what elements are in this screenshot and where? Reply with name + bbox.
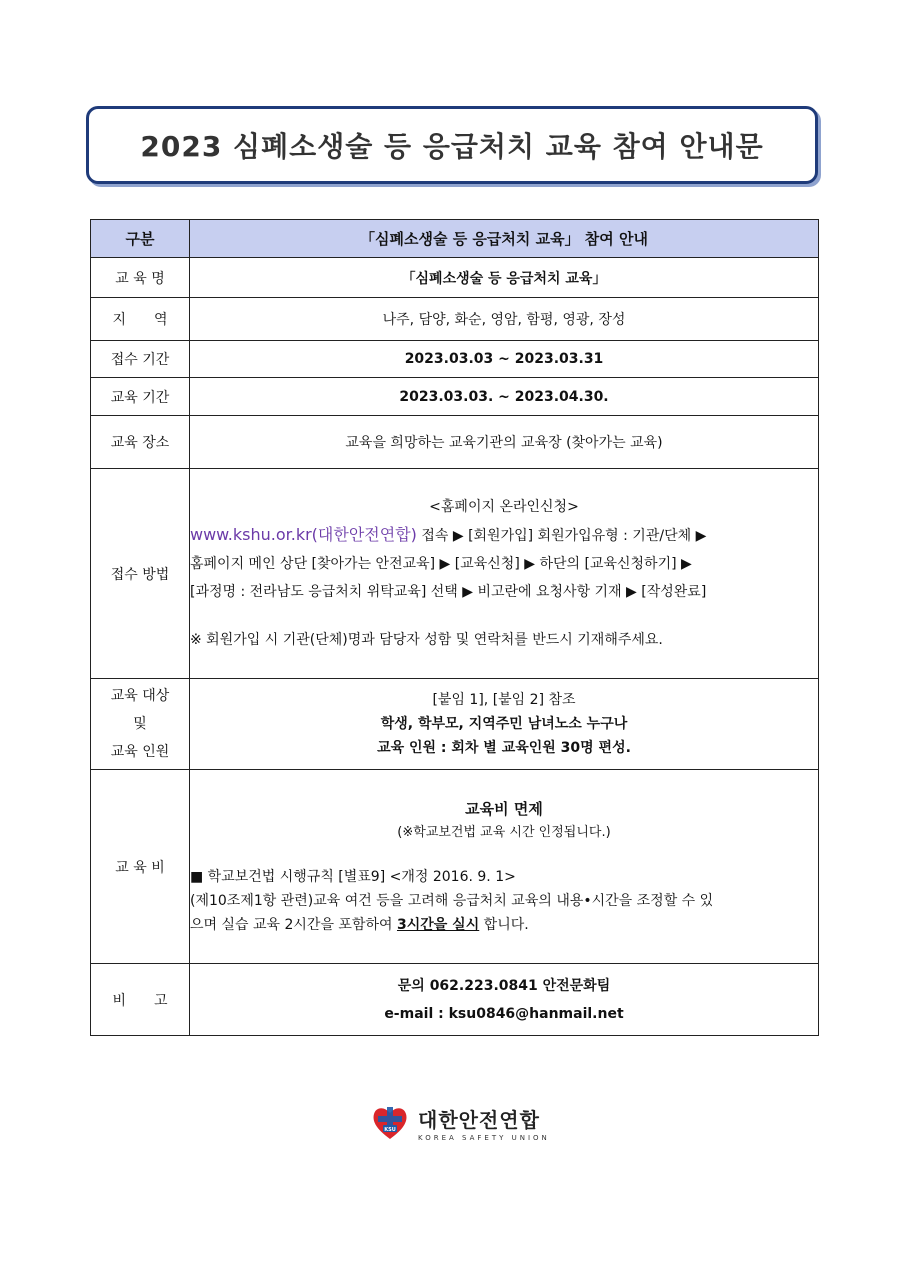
document-title: 2023 심폐소생술 등 응급처치 교육 참여 안내문 — [140, 130, 764, 163]
method-heading: <홈페이지 온라인신청> — [429, 499, 579, 515]
website-link[interactable]: www.kshu.or.kr(대한안전연합) — [190, 525, 417, 544]
info-table — [90, 219, 819, 1036]
target-label — [91, 679, 190, 770]
table-header-row — [91, 220, 819, 258]
row-target — [91, 679, 819, 770]
row-remark — [91, 964, 819, 1036]
apply-period-label: 접수 기간 — [91, 341, 190, 378]
target-value — [190, 679, 819, 770]
apply-period-value: 2023.03.03 ~ 2023.03.31 — [190, 341, 819, 378]
row-edu-place — [91, 416, 819, 469]
target-line1: [붙임 1], [붙임 2] 참조 — [432, 692, 576, 708]
edu-name-value: 「심폐소생술 등 응급처치 교육」 — [190, 258, 819, 298]
region-label: 지 역 — [91, 298, 190, 341]
row-edu-name — [91, 258, 819, 298]
spacer — [190, 606, 818, 626]
row-fee — [91, 770, 819, 964]
fee-sub: (※학교보건법 교육 시간 인정됩니다.) — [397, 824, 611, 840]
remark-value — [190, 964, 819, 1036]
edu-period-label: 교육 기간 — [91, 378, 190, 416]
row-apply-period — [91, 341, 819, 378]
fee-value — [190, 770, 819, 964]
target-line2: 학생, 학부모, 지역주민 남녀노소 누구나 — [380, 716, 628, 732]
edu-place-value: 교육을 희망하는 교육기관의 교육장 (찾아가는 교육) — [190, 416, 819, 469]
edu-name-label: 교 육 명 — [91, 258, 190, 298]
spacer — [190, 845, 818, 865]
method-line1-rest: 접속 ▶ [회원가입] 회원가입유형 : 기관/단체 ▶ — [416, 528, 707, 544]
row-method — [91, 469, 819, 679]
header-label: 구분 — [91, 220, 190, 258]
fee-body2-a: 으며 실습 교육 2시간을 포함하여 — [190, 916, 397, 933]
method-line2: 홈페이지 메인 상단 [찾아가는 안전교육] ▶ [교육신청] ▶ 하단의 [교육신청하기] ▶ — [190, 556, 692, 572]
fee-heading: 교육비 면제 — [465, 799, 543, 818]
fee-body2-b: 3시간을 실시 — [396, 916, 480, 933]
method-line1 — [190, 521, 818, 550]
logo-english-name: KOREA SAFETY UNION — [418, 1134, 550, 1142]
logo-mark-text: KSU — [384, 1127, 396, 1133]
fee-body1: (제10조제1항 관련)교육 여건 등을 고려해 응급처치 교육의 내용•시간을 조정할 수 있 — [190, 892, 714, 909]
edu-place-label: 교육 장소 — [91, 416, 190, 469]
fee-rule: ■ 학교보건법 시행규칙 [별표9] <개정 2016. 9. 1> — [190, 868, 516, 885]
fee-label: 교 육 비 — [91, 770, 190, 964]
target-label-2: 및 — [133, 716, 147, 732]
ksu-logo-icon — [368, 1101, 412, 1145]
method-value — [190, 469, 819, 679]
contact-email: e-mail : ksu0846@hanmail.net — [384, 1005, 624, 1022]
document-title-box — [86, 106, 818, 184]
method-line3: [과정명 : 전라남도 응급처치 위탁교육] 선택 ▶ 비고란에 요청사항 기재 ▶ [작성완료] — [190, 584, 707, 600]
header-value: 「심폐소생술 등 응급처치 교육」 참여 안내 — [190, 220, 819, 258]
logo-text — [418, 1104, 550, 1142]
target-label-3: 교육 인원 — [110, 744, 170, 760]
target-line3: 교육 인원 : 회차 별 교육인원 30명 편성. — [377, 740, 631, 756]
row-region — [91, 298, 819, 341]
row-edu-period — [91, 378, 819, 416]
target-label-1: 교육 대상 — [110, 688, 170, 704]
region-value: 나주, 담양, 화순, 영암, 함평, 영광, 장성 — [190, 298, 819, 341]
remark-label: 비 고 — [91, 964, 190, 1036]
edu-period-value: 2023.03.03. ~ 2023.04.30. — [190, 378, 819, 416]
method-note: ※ 회원가입 시 기관(단체)명과 담당자 성함 및 연락처를 반드시 기재해주세요. — [190, 632, 663, 648]
ksu-logo — [368, 1100, 550, 1146]
logo-korean-name: 대한안전연합 — [418, 1108, 540, 1132]
contact-phone: 문의 062.223.0841 안전문화팀 — [397, 977, 611, 994]
fee-body2 — [190, 913, 818, 937]
fee-body2-c: 합니다. — [479, 916, 529, 933]
method-label: 접수 방법 — [91, 469, 190, 679]
